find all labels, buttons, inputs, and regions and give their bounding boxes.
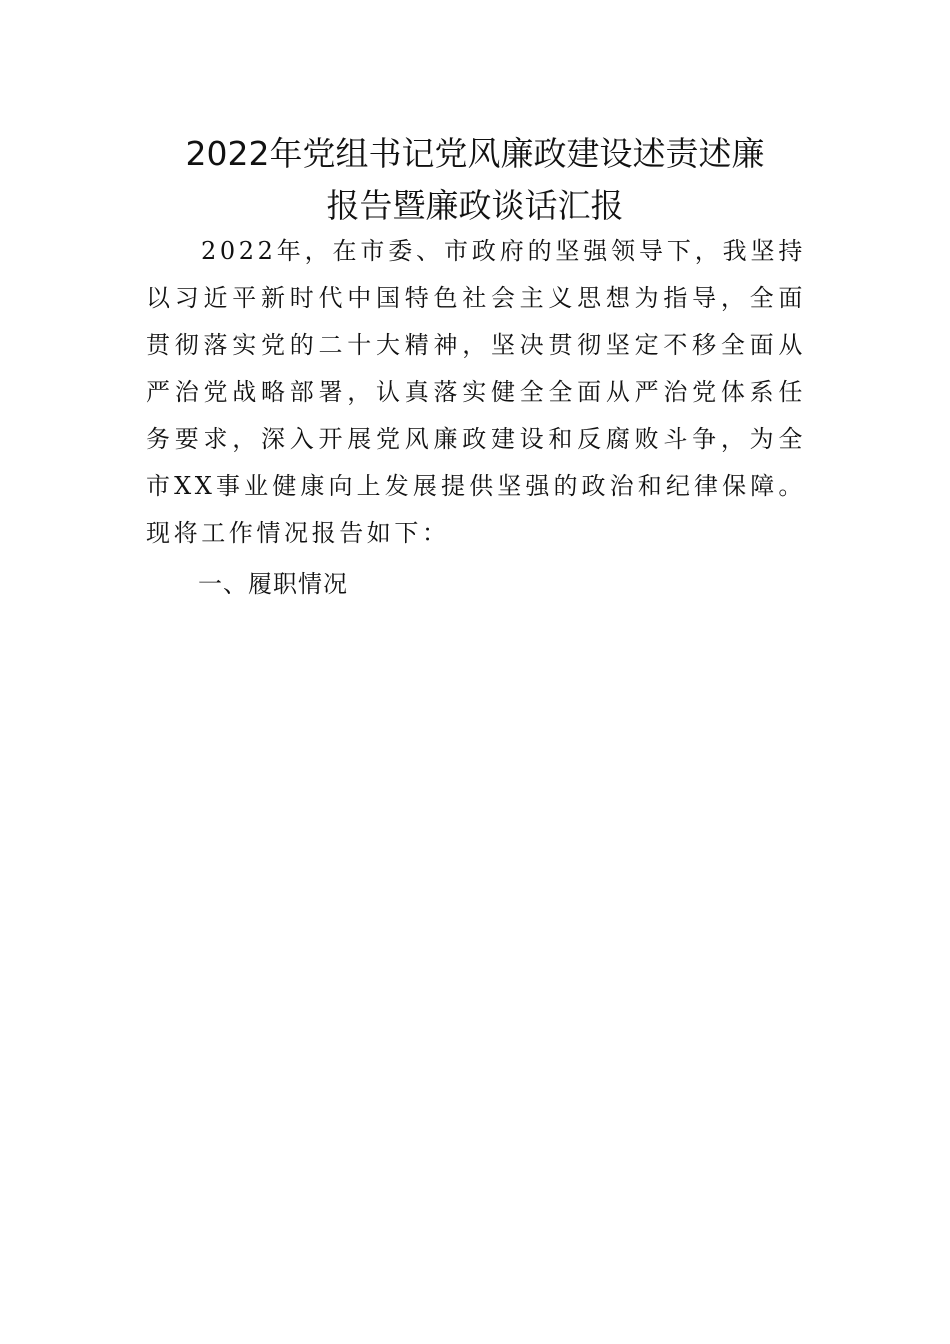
title-line-1: 2022年党组书记党风廉政建设述责述廉 <box>185 134 765 173</box>
document-body <box>146 228 806 608</box>
title-line-2: 报告暨廉政谈话汇报 <box>326 186 624 225</box>
document-title <box>0 128 950 232</box>
section-heading-duty-performance: 一、履职情况 <box>198 570 348 598</box>
intro-paragraph: 2022年，在市委、市政府的坚强领导下，我坚持以习近平新时代中国特色社会主义思想为指导，全面贯彻落实党的二十大精神，坚决贯彻坚定不移全面从严治党战略部署，认真落实健全全面从严治党体系任务要求，深入开展党风廉政建设和反腐败斗争，为全市XX事业健康向上发展提供坚强的政治和纪律保障。现将工作情况报告如下： <box>146 237 806 547</box>
